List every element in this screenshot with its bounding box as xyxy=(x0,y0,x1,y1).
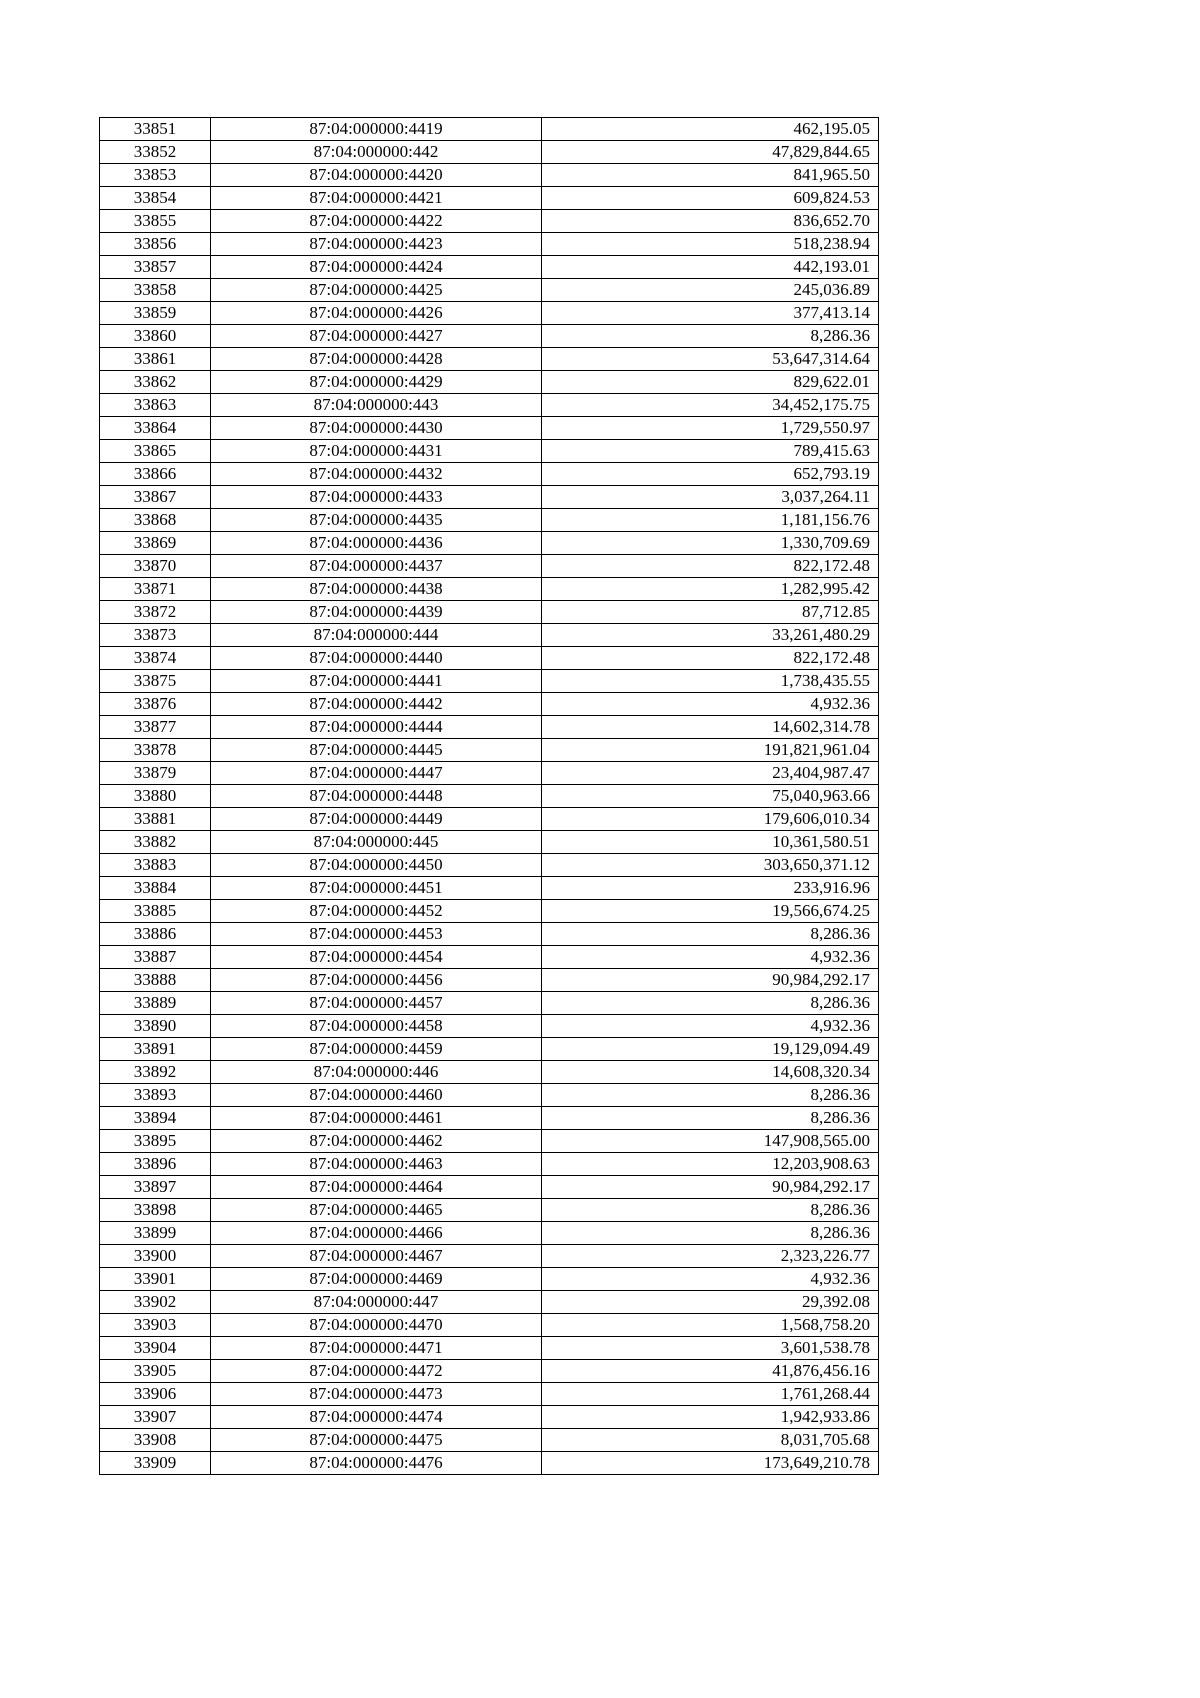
value-cell: 829,622.01 xyxy=(542,371,879,394)
value-cell: 1,738,435.55 xyxy=(542,670,879,693)
row-number-cell: 33900 xyxy=(100,1245,211,1268)
cadastral-number-cell: 87:04:000000:4476 xyxy=(211,1452,542,1475)
value-cell: 233,916.96 xyxy=(542,877,879,900)
cadastral-number-cell: 87:04:000000:4467 xyxy=(211,1245,542,1268)
cadastral-number-cell: 87:04:000000:4472 xyxy=(211,1360,542,1383)
row-number-cell: 33861 xyxy=(100,348,211,371)
cadastral-number-cell: 87:04:000000:4439 xyxy=(211,601,542,624)
value-cell: 442,193.01 xyxy=(542,256,879,279)
row-number-cell: 33898 xyxy=(100,1199,211,1222)
table-row xyxy=(100,877,879,900)
row-number-cell: 33902 xyxy=(100,1291,211,1314)
row-number-cell: 33871 xyxy=(100,578,211,601)
cadastral-number-cell: 87:04:000000:4432 xyxy=(211,463,542,486)
row-number-cell: 33873 xyxy=(100,624,211,647)
table-row xyxy=(100,1153,879,1176)
table-row xyxy=(100,601,879,624)
table-row xyxy=(100,578,879,601)
value-cell: 75,040,963.66 xyxy=(542,785,879,808)
table-row xyxy=(100,141,879,164)
cadastral-number-cell: 87:04:000000:4442 xyxy=(211,693,542,716)
value-cell: 8,286.36 xyxy=(542,992,879,1015)
row-number-cell: 33858 xyxy=(100,279,211,302)
cadastral-number-cell: 87:04:000000:4452 xyxy=(211,900,542,923)
cadastral-number-cell: 87:04:000000:4427 xyxy=(211,325,542,348)
table-row xyxy=(100,187,879,210)
table-row xyxy=(100,1337,879,1360)
table-row xyxy=(100,532,879,555)
row-number-cell: 33893 xyxy=(100,1084,211,1107)
table-row xyxy=(100,279,879,302)
table-row xyxy=(100,992,879,1015)
value-cell: 2,323,226.77 xyxy=(542,1245,879,1268)
value-cell: 14,608,320.34 xyxy=(542,1061,879,1084)
value-cell: 41,876,456.16 xyxy=(542,1360,879,1383)
table-row xyxy=(100,1015,879,1038)
row-number-cell: 33860 xyxy=(100,325,211,348)
table-row xyxy=(100,440,879,463)
row-number-cell: 33905 xyxy=(100,1360,211,1383)
row-number-cell: 33907 xyxy=(100,1406,211,1429)
value-cell: 4,932.36 xyxy=(542,693,879,716)
table-row xyxy=(100,624,879,647)
table-row xyxy=(100,647,879,670)
cadastral-number-cell: 87:04:000000:4435 xyxy=(211,509,542,532)
row-number-cell: 33894 xyxy=(100,1107,211,1130)
table-row xyxy=(100,1452,879,1475)
table-row xyxy=(100,946,879,969)
cadastral-number-cell: 87:04:000000:4444 xyxy=(211,716,542,739)
row-number-cell: 33879 xyxy=(100,762,211,785)
table-row xyxy=(100,739,879,762)
table-row xyxy=(100,1130,879,1153)
cadastral-number-cell: 87:04:000000:4453 xyxy=(211,923,542,946)
value-cell: 19,566,674.25 xyxy=(542,900,879,923)
table-row xyxy=(100,233,879,256)
row-number-cell: 33885 xyxy=(100,900,211,923)
value-cell: 652,793.19 xyxy=(542,463,879,486)
table-row xyxy=(100,1107,879,1130)
value-cell: 29,392.08 xyxy=(542,1291,879,1314)
table-row xyxy=(100,164,879,187)
value-cell: 1,568,758.20 xyxy=(542,1314,879,1337)
cadastral-number-cell: 87:04:000000:4423 xyxy=(211,233,542,256)
value-cell: 8,286.36 xyxy=(542,1107,879,1130)
table-row xyxy=(100,118,879,141)
table-row xyxy=(100,348,879,371)
value-cell: 8,286.36 xyxy=(542,1222,879,1245)
table-row xyxy=(100,716,879,739)
row-number-cell: 33890 xyxy=(100,1015,211,1038)
value-cell: 518,238.94 xyxy=(542,233,879,256)
table-row xyxy=(100,923,879,946)
table-row xyxy=(100,463,879,486)
table-row xyxy=(100,1038,879,1061)
table-row xyxy=(100,1199,879,1222)
table-row xyxy=(100,1429,879,1452)
row-number-cell: 33869 xyxy=(100,532,211,555)
row-number-cell: 33874 xyxy=(100,647,211,670)
cadastral-number-cell: 87:04:000000:4420 xyxy=(211,164,542,187)
value-cell: 8,031,705.68 xyxy=(542,1429,879,1452)
table-row xyxy=(100,394,879,417)
table-row xyxy=(100,1268,879,1291)
cadastral-number-cell: 87:04:000000:4437 xyxy=(211,555,542,578)
cadastral-number-cell: 87:04:000000:442 xyxy=(211,141,542,164)
row-number-cell: 33906 xyxy=(100,1383,211,1406)
value-cell: 377,413.14 xyxy=(542,302,879,325)
value-cell: 245,036.89 xyxy=(542,279,879,302)
cadastral-number-cell: 87:04:000000:4449 xyxy=(211,808,542,831)
value-cell: 14,602,314.78 xyxy=(542,716,879,739)
value-cell: 1,729,550.97 xyxy=(542,417,879,440)
value-cell: 8,286.36 xyxy=(542,1199,879,1222)
table-row xyxy=(100,693,879,716)
table-row xyxy=(100,808,879,831)
cadastral-number-cell: 87:04:000000:4421 xyxy=(211,187,542,210)
row-number-cell: 33901 xyxy=(100,1268,211,1291)
cadastral-number-cell: 87:04:000000:4464 xyxy=(211,1176,542,1199)
value-cell: 303,650,371.12 xyxy=(542,854,879,877)
table-row xyxy=(100,969,879,992)
table-row xyxy=(100,417,879,440)
cadastral-number-cell: 87:04:000000:4450 xyxy=(211,854,542,877)
row-number-cell: 33863 xyxy=(100,394,211,417)
value-cell: 179,606,010.34 xyxy=(542,808,879,831)
cadastral-number-cell: 87:04:000000:4424 xyxy=(211,256,542,279)
table-row xyxy=(100,371,879,394)
value-cell: 8,286.36 xyxy=(542,325,879,348)
value-cell: 1,282,995.42 xyxy=(542,578,879,601)
value-cell: 3,037,264.11 xyxy=(542,486,879,509)
cadastral-number-cell: 87:04:000000:4425 xyxy=(211,279,542,302)
value-cell: 841,965.50 xyxy=(542,164,879,187)
table-body xyxy=(100,118,879,1475)
row-number-cell: 33896 xyxy=(100,1153,211,1176)
table-row xyxy=(100,1176,879,1199)
cadastral-number-cell: 87:04:000000:4445 xyxy=(211,739,542,762)
value-cell: 191,821,961.04 xyxy=(542,739,879,762)
row-number-cell: 33883 xyxy=(100,854,211,877)
row-number-cell: 33897 xyxy=(100,1176,211,1199)
table-row xyxy=(100,670,879,693)
value-cell: 1,330,709.69 xyxy=(542,532,879,555)
cadastral-number-cell: 87:04:000000:4458 xyxy=(211,1015,542,1038)
row-number-cell: 33903 xyxy=(100,1314,211,1337)
row-number-cell: 33899 xyxy=(100,1222,211,1245)
cadastral-number-cell: 87:04:000000:4463 xyxy=(211,1153,542,1176)
table-row xyxy=(100,900,879,923)
cadastral-number-cell: 87:04:000000:4441 xyxy=(211,670,542,693)
value-cell: 8,286.36 xyxy=(542,1084,879,1107)
row-number-cell: 33854 xyxy=(100,187,211,210)
row-number-cell: 33867 xyxy=(100,486,211,509)
row-number-cell: 33892 xyxy=(100,1061,211,1084)
row-number-cell: 33866 xyxy=(100,463,211,486)
row-number-cell: 33881 xyxy=(100,808,211,831)
value-cell: 90,984,292.17 xyxy=(542,969,879,992)
value-cell: 8,286.36 xyxy=(542,923,879,946)
table-row xyxy=(100,1383,879,1406)
value-cell: 4,932.36 xyxy=(542,1015,879,1038)
value-cell: 53,647,314.64 xyxy=(542,348,879,371)
table-row xyxy=(100,1291,879,1314)
cadastral-number-cell: 87:04:000000:4470 xyxy=(211,1314,542,1337)
value-cell: 1,942,933.86 xyxy=(542,1406,879,1429)
row-number-cell: 33857 xyxy=(100,256,211,279)
table-row xyxy=(100,1084,879,1107)
cadastral-number-cell: 87:04:000000:4426 xyxy=(211,302,542,325)
row-number-cell: 33884 xyxy=(100,877,211,900)
cadastral-number-cell: 87:04:000000:4440 xyxy=(211,647,542,670)
table-row xyxy=(100,762,879,785)
value-cell: 33,261,480.29 xyxy=(542,624,879,647)
cadastral-number-cell: 87:04:000000:4430 xyxy=(211,417,542,440)
row-number-cell: 33882 xyxy=(100,831,211,854)
value-cell: 87,712.85 xyxy=(542,601,879,624)
value-cell: 4,932.36 xyxy=(542,946,879,969)
cadastral-number-cell: 87:04:000000:4466 xyxy=(211,1222,542,1245)
cadastral-number-cell: 87:04:000000:4457 xyxy=(211,992,542,1015)
cadastral-value-table xyxy=(99,117,879,1475)
table-row xyxy=(100,486,879,509)
cadastral-number-cell: 87:04:000000:4456 xyxy=(211,969,542,992)
cadastral-number-cell: 87:04:000000:4428 xyxy=(211,348,542,371)
cadastral-number-cell: 87:04:000000:443 xyxy=(211,394,542,417)
cadastral-number-cell: 87:04:000000:4473 xyxy=(211,1383,542,1406)
cadastral-number-cell: 87:04:000000:4419 xyxy=(211,118,542,141)
row-number-cell: 33851 xyxy=(100,118,211,141)
row-number-cell: 33909 xyxy=(100,1452,211,1475)
value-cell: 47,829,844.65 xyxy=(542,141,879,164)
table-row xyxy=(100,854,879,877)
value-cell: 147,908,565.00 xyxy=(542,1130,879,1153)
value-cell: 3,601,538.78 xyxy=(542,1337,879,1360)
table-row xyxy=(100,302,879,325)
value-cell: 173,649,210.78 xyxy=(542,1452,879,1475)
row-number-cell: 33888 xyxy=(100,969,211,992)
row-number-cell: 33856 xyxy=(100,233,211,256)
row-number-cell: 33862 xyxy=(100,371,211,394)
cadastral-number-cell: 87:04:000000:4447 xyxy=(211,762,542,785)
cadastral-number-cell: 87:04:000000:4433 xyxy=(211,486,542,509)
table-row xyxy=(100,509,879,532)
row-number-cell: 33908 xyxy=(100,1429,211,1452)
cadastral-number-cell: 87:04:000000:4429 xyxy=(211,371,542,394)
row-number-cell: 33859 xyxy=(100,302,211,325)
value-cell: 4,932.36 xyxy=(542,1268,879,1291)
row-number-cell: 33895 xyxy=(100,1130,211,1153)
cadastral-number-cell: 87:04:000000:4422 xyxy=(211,210,542,233)
value-cell: 34,452,175.75 xyxy=(542,394,879,417)
cadastral-number-cell: 87:04:000000:4462 xyxy=(211,1130,542,1153)
row-number-cell: 33875 xyxy=(100,670,211,693)
row-number-cell: 33853 xyxy=(100,164,211,187)
table-row xyxy=(100,1245,879,1268)
row-number-cell: 33878 xyxy=(100,739,211,762)
cadastral-number-cell: 87:04:000000:4471 xyxy=(211,1337,542,1360)
table-row xyxy=(100,1061,879,1084)
table-row xyxy=(100,1360,879,1383)
value-cell: 822,172.48 xyxy=(542,555,879,578)
table-row xyxy=(100,831,879,854)
cadastral-number-cell: 87:04:000000:447 xyxy=(211,1291,542,1314)
value-cell: 90,984,292.17 xyxy=(542,1176,879,1199)
row-number-cell: 33887 xyxy=(100,946,211,969)
row-number-cell: 33872 xyxy=(100,601,211,624)
row-number-cell: 33891 xyxy=(100,1038,211,1061)
cadastral-number-cell: 87:04:000000:4465 xyxy=(211,1199,542,1222)
cadastral-number-cell: 87:04:000000:446 xyxy=(211,1061,542,1084)
value-cell: 1,761,268.44 xyxy=(542,1383,879,1406)
table-row xyxy=(100,1314,879,1337)
value-cell: 822,172.48 xyxy=(542,647,879,670)
value-cell: 462,195.05 xyxy=(542,118,879,141)
cadastral-number-cell: 87:04:000000:4448 xyxy=(211,785,542,808)
row-number-cell: 33855 xyxy=(100,210,211,233)
cadastral-number-cell: 87:04:000000:445 xyxy=(211,831,542,854)
cadastral-number-cell: 87:04:000000:4438 xyxy=(211,578,542,601)
value-cell: 1,181,156.76 xyxy=(542,509,879,532)
cadastral-number-cell: 87:04:000000:444 xyxy=(211,624,542,647)
value-cell: 12,203,908.63 xyxy=(542,1153,879,1176)
row-number-cell: 33864 xyxy=(100,417,211,440)
row-number-cell: 33868 xyxy=(100,509,211,532)
row-number-cell: 33880 xyxy=(100,785,211,808)
value-cell: 23,404,987.47 xyxy=(542,762,879,785)
cadastral-number-cell: 87:04:000000:4459 xyxy=(211,1038,542,1061)
cadastral-number-cell: 87:04:000000:4436 xyxy=(211,532,542,555)
row-number-cell: 33876 xyxy=(100,693,211,716)
value-cell: 789,415.63 xyxy=(542,440,879,463)
row-number-cell: 33877 xyxy=(100,716,211,739)
row-number-cell: 33852 xyxy=(100,141,211,164)
table-row xyxy=(100,1406,879,1429)
cadastral-number-cell: 87:04:000000:4460 xyxy=(211,1084,542,1107)
value-cell: 19,129,094.49 xyxy=(542,1038,879,1061)
row-number-cell: 33886 xyxy=(100,923,211,946)
cadastral-number-cell: 87:04:000000:4475 xyxy=(211,1429,542,1452)
cadastral-number-cell: 87:04:000000:4461 xyxy=(211,1107,542,1130)
value-cell: 609,824.53 xyxy=(542,187,879,210)
value-cell: 836,652.70 xyxy=(542,210,879,233)
row-number-cell: 33865 xyxy=(100,440,211,463)
table-row xyxy=(100,256,879,279)
row-number-cell: 33904 xyxy=(100,1337,211,1360)
row-number-cell: 33870 xyxy=(100,555,211,578)
table-row xyxy=(100,1222,879,1245)
table-row xyxy=(100,325,879,348)
table-row xyxy=(100,210,879,233)
cadastral-number-cell: 87:04:000000:4474 xyxy=(211,1406,542,1429)
cadastral-number-cell: 87:04:000000:4454 xyxy=(211,946,542,969)
cadastral-number-cell: 87:04:000000:4451 xyxy=(211,877,542,900)
table-row xyxy=(100,785,879,808)
value-cell: 10,361,580.51 xyxy=(542,831,879,854)
table-row xyxy=(100,555,879,578)
row-number-cell: 33889 xyxy=(100,992,211,1015)
cadastral-number-cell: 87:04:000000:4469 xyxy=(211,1268,542,1291)
cadastral-number-cell: 87:04:000000:4431 xyxy=(211,440,542,463)
